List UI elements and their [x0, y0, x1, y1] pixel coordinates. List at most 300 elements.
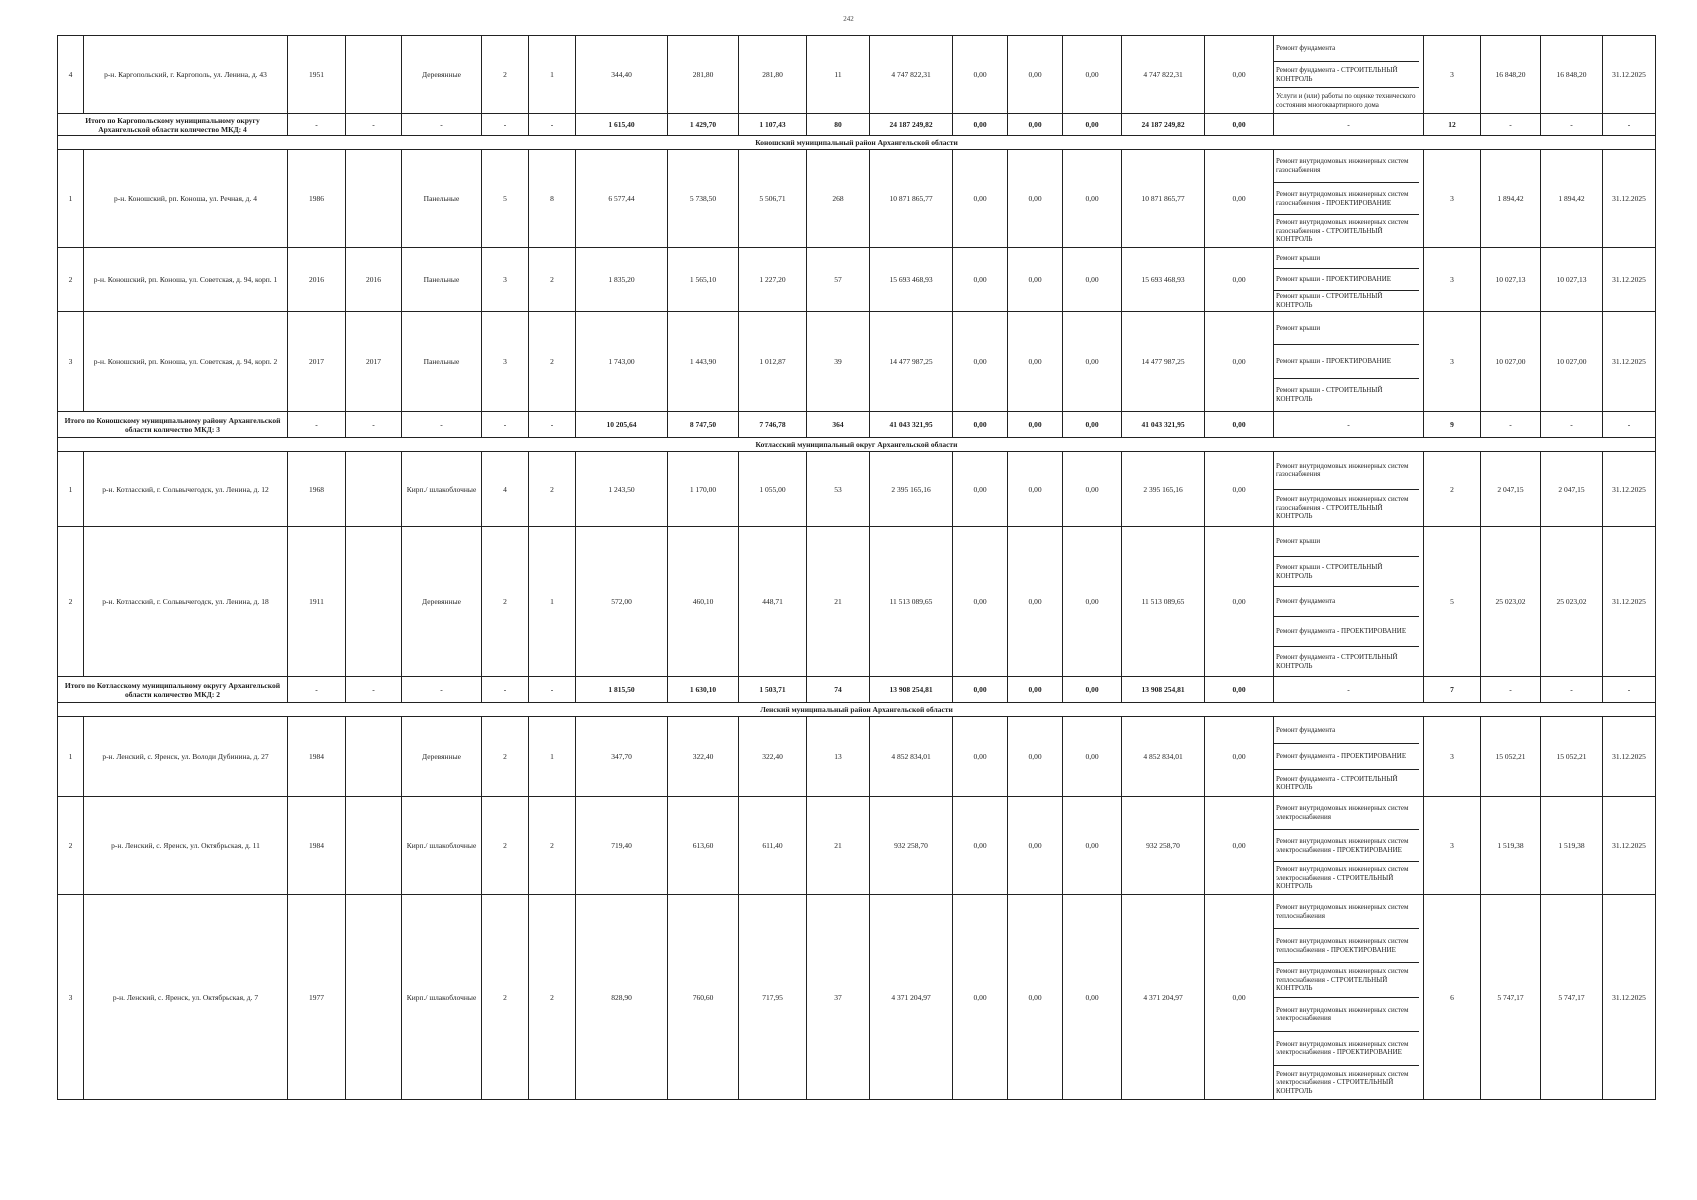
works-list [1274, 150, 1424, 248]
subtotal-label: Итого по Коношскому муниципальному району Архангельской области количество МКД: 3 [58, 412, 288, 438]
fund-regional: 0,00 [1008, 677, 1063, 703]
works-list [1274, 36, 1424, 114]
residential-area: 5 738,50 [668, 150, 739, 248]
owned-area: 5 506,71 [739, 150, 807, 248]
work-item: Ремонт внутридомовых инженерных систем электроснабжения [1274, 998, 1419, 1032]
total-area: 1 243,50 [576, 452, 668, 527]
works-list-box [1274, 527, 1423, 676]
dash-cell: - [1603, 412, 1656, 438]
fund-regional: 0,00 [1008, 797, 1063, 895]
fund-local: 0,00 [1063, 677, 1122, 703]
unit-cost: 16 848,20 [1481, 36, 1541, 114]
section-header-row [58, 438, 1656, 452]
works-count: 3 [1424, 36, 1481, 114]
last-repair-year [346, 452, 402, 527]
last-repair-year [346, 895, 402, 1100]
subtotal-row [58, 412, 1656, 438]
total-area: 1 743,00 [576, 312, 668, 412]
residential-area: 281,80 [668, 36, 739, 114]
total-area: 719,40 [576, 797, 668, 895]
residential-area: 8 747,50 [668, 412, 739, 438]
owned-area: 1 503,71 [739, 677, 807, 703]
dash-cell: - [1541, 114, 1603, 136]
house-row [58, 527, 1656, 677]
dash-cell: - [288, 677, 346, 703]
works-count: 3 [1424, 150, 1481, 248]
commission-year: 1984 [288, 797, 346, 895]
unit-cost: 1 894,42 [1481, 150, 1541, 248]
house-row [58, 150, 1656, 248]
completion-date: 31.12.2025 [1603, 797, 1656, 895]
residents-count: 21 [807, 527, 870, 677]
commission-year: 1984 [288, 717, 346, 797]
fund-local: 0,00 [1063, 248, 1122, 312]
work-item: Ремонт крыши [1274, 312, 1419, 345]
fund-regional: 0,00 [1008, 36, 1063, 114]
works-list-box [1274, 36, 1423, 113]
fund-owners: 15 693 468,93 [1122, 248, 1205, 312]
dash-cell: - [1274, 114, 1424, 136]
fund-owners: 4 852 834,01 [1122, 717, 1205, 797]
owned-area: 1 055,00 [739, 452, 807, 527]
fund-other: 0,00 [1205, 797, 1274, 895]
fund-federal: 0,00 [953, 677, 1008, 703]
owned-area: 1 012,87 [739, 312, 807, 412]
fund-local: 0,00 [1063, 412, 1122, 438]
fund-owners: 4 747 822,31 [1122, 36, 1205, 114]
dash-cell: - [1481, 412, 1541, 438]
fund-regional: 0,00 [1008, 412, 1063, 438]
fund-local: 0,00 [1063, 452, 1122, 527]
work-item: Услуги и (или) работы по оценке технического состояния многоквартирного дома [1276, 92, 1416, 109]
row-number: 2 [58, 248, 84, 312]
fund-federal: 0,00 [953, 797, 1008, 895]
dash-cell: - [346, 114, 402, 136]
residential-area: 1 429,70 [668, 114, 739, 136]
wall-material: Деревянные [402, 527, 482, 677]
residents-count: 53 [807, 452, 870, 527]
residents-count: 21 [807, 797, 870, 895]
work-item: Ремонт фундамента - СТРОИТЕЛЬНЫЙ КОНТРОЛЬ [1274, 62, 1419, 88]
work-item: Ремонт внутридомовых инженерных систем газоснабжения - ПРОЕКТИРОВАНИЕ [1274, 183, 1419, 216]
house-address: р-н. Ленский, с. Яренск, ул. Володи Дубинина, д. 27 [84, 717, 288, 797]
owned-area: 281,80 [739, 36, 807, 114]
entrances-count: 8 [529, 150, 576, 248]
work-item: Ремонт внутридомовых инженерных систем теплоснабжения - СТРОИТЕЛЬНЫЙ КОНТРОЛЬ [1274, 963, 1419, 997]
total-area: 1 615,40 [576, 114, 668, 136]
wall-material: Панельные [402, 150, 482, 248]
entrances-count: 2 [529, 895, 576, 1100]
residential-area: 322,40 [668, 717, 739, 797]
repair-cost-total: 4 371 204,97 [870, 895, 953, 1100]
row-number: 2 [58, 527, 84, 677]
works-count: 3 [1424, 248, 1481, 312]
last-repair-year [346, 36, 402, 114]
residents-count: 39 [807, 312, 870, 412]
house-address: р-н. Коношский, рп. Коноша, ул. Советская, д. 94, корп. 2 [84, 312, 288, 412]
works-count: 3 [1424, 312, 1481, 412]
owned-area: 1 107,43 [739, 114, 807, 136]
fund-federal: 0,00 [953, 36, 1008, 114]
dash-cell: - [1603, 677, 1656, 703]
work-item: Ремонт крыши [1274, 527, 1419, 557]
fund-other: 0,00 [1205, 412, 1274, 438]
entrances-count: 1 [529, 527, 576, 677]
subtotal-row [58, 677, 1656, 703]
repair-cost-total: 10 871 865,77 [870, 150, 953, 248]
fund-regional: 0,00 [1008, 150, 1063, 248]
work-item: Ремонт фундамента - ПРОЕКТИРОВАНИЕ [1274, 617, 1419, 647]
wall-material: Деревянные [402, 36, 482, 114]
unit-cost: 10 027,00 [1481, 312, 1541, 412]
residential-area: 760,60 [668, 895, 739, 1100]
house-row [58, 36, 1656, 114]
wall-material: Панельные [402, 248, 482, 312]
work-item: Ремонт крыши - СТРОИТЕЛЬНЫЙ КОНТРОЛЬ [1276, 386, 1383, 403]
row-number: 4 [58, 36, 84, 114]
residential-area: 1 170,00 [668, 452, 739, 527]
works-count: 3 [1424, 717, 1481, 797]
work-item: Ремонт крыши - СТРОИТЕЛЬНЫЙ КОНТРОЛЬ [1274, 557, 1419, 587]
residential-area: 613,60 [668, 797, 739, 895]
fund-federal: 0,00 [953, 895, 1008, 1100]
works-count: 12 [1424, 114, 1481, 136]
repair-cost-total: 41 043 321,95 [870, 412, 953, 438]
dash-cell: - [346, 412, 402, 438]
entrances-count: 2 [529, 452, 576, 527]
fund-local: 0,00 [1063, 527, 1122, 677]
entrances-count: 1 [529, 36, 576, 114]
fund-owners: 10 871 865,77 [1122, 150, 1205, 248]
floors-count: 4 [482, 452, 529, 527]
repair-cost-total: 932 258,70 [870, 797, 953, 895]
residents-count: 11 [807, 36, 870, 114]
work-item: Ремонт крыши [1274, 248, 1419, 269]
subtotal-row [58, 114, 1656, 136]
work-item: Ремонт фундамента - СТРОИТЕЛЬНЫЙ КОНТРОЛЬ [1276, 653, 1398, 670]
unit-cost: 5 747,17 [1481, 895, 1541, 1100]
register-document [57, 35, 1656, 1100]
work-item: Ремонт внутридомовых инженерных систем электроснабжения - СТРОИТЕЛЬНЫЙ КОНТРОЛЬ [1276, 865, 1409, 891]
fund-regional: 0,00 [1008, 717, 1063, 797]
house-address: р-н. Котласский, г. Сольвычегодск, ул. Ленина, д. 12 [84, 452, 288, 527]
last-repair-year: 2017 [346, 312, 402, 412]
unit-cost: 25 023,02 [1481, 527, 1541, 677]
work-item: Ремонт внутридомовых инженерных систем газоснабжения [1274, 150, 1419, 183]
residents-count: 364 [807, 412, 870, 438]
repair-cost-total: 14 477 987,25 [870, 312, 953, 412]
total-area: 344,40 [576, 36, 668, 114]
house-address: р-н. Ленский, с. Яренск, ул. Октябрьская, д. 7 [84, 895, 288, 1100]
unit-cost: 10 027,13 [1481, 248, 1541, 312]
max-unit-cost: 5 747,17 [1541, 895, 1603, 1100]
works-count: 3 [1424, 797, 1481, 895]
table-body [58, 36, 1656, 1100]
fund-federal: 0,00 [953, 248, 1008, 312]
dash-cell: - [402, 677, 482, 703]
row-number: 1 [58, 150, 84, 248]
residents-count: 37 [807, 895, 870, 1100]
work-item: Ремонт фундамента - СТРОИТЕЛЬНЫЙ КОНТРОЛЬ [1276, 774, 1398, 792]
completion-date: 31.12.2025 [1603, 717, 1656, 797]
works-list [1274, 527, 1424, 677]
dash-cell: - [1274, 412, 1424, 438]
total-area: 6 577,44 [576, 150, 668, 248]
wall-material: Кирп./ шлакоблочные [402, 797, 482, 895]
fund-federal: 0,00 [953, 150, 1008, 248]
commission-year: 2017 [288, 312, 346, 412]
house-row [58, 452, 1656, 527]
fund-regional: 0,00 [1008, 895, 1063, 1100]
fund-regional: 0,00 [1008, 527, 1063, 677]
house-row [58, 248, 1656, 312]
housing-repair-table [57, 35, 1656, 1100]
max-unit-cost: 10 027,00 [1541, 312, 1603, 412]
max-unit-cost: 15 052,21 [1541, 717, 1603, 797]
house-address: р-н. Коношский, рп. Коноша, ул. Советская, д. 94, корп. 1 [84, 248, 288, 312]
work-item: Ремонт фундамента [1274, 36, 1419, 62]
dash-cell: - [1481, 114, 1541, 136]
completion-date: 31.12.2025 [1603, 248, 1656, 312]
works-list [1274, 312, 1424, 412]
dash-cell: - [529, 677, 576, 703]
dash-cell: - [1541, 412, 1603, 438]
last-repair-year [346, 527, 402, 677]
work-item: Ремонт фундамента [1274, 717, 1419, 744]
work-item: Ремонт внутридомовых инженерных систем теплоснабжения - ПРОЕКТИРОВАНИЕ [1274, 929, 1419, 963]
owned-area: 448,71 [739, 527, 807, 677]
dash-cell: - [529, 114, 576, 136]
house-address: р-н. Каргопольский, г. Каргополь, ул. Ленина, д. 43 [84, 36, 288, 114]
works-count: 6 [1424, 895, 1481, 1100]
work-item: Ремонт фундамента - ПРОЕКТИРОВАНИЕ [1274, 744, 1419, 771]
house-row [58, 717, 1656, 797]
max-unit-cost: 1 894,42 [1541, 150, 1603, 248]
page-number: 242 [843, 15, 854, 23]
repair-cost-total: 24 187 249,82 [870, 114, 953, 136]
fund-other: 0,00 [1205, 527, 1274, 677]
completion-date: 31.12.2025 [1603, 36, 1656, 114]
fund-owners: 11 513 089,65 [1122, 527, 1205, 677]
residents-count: 268 [807, 150, 870, 248]
floors-count: 2 [482, 895, 529, 1100]
floors-count: 2 [482, 36, 529, 114]
dash-cell: - [288, 412, 346, 438]
fund-federal: 0,00 [953, 412, 1008, 438]
fund-owners: 2 395 165,16 [1122, 452, 1205, 527]
owned-area: 7 746,78 [739, 412, 807, 438]
wall-material: Панельные [402, 312, 482, 412]
fund-federal: 0,00 [953, 312, 1008, 412]
completion-date: 31.12.2025 [1603, 150, 1656, 248]
total-area: 1 835,20 [576, 248, 668, 312]
section-header-row [58, 136, 1656, 150]
last-repair-year: 2016 [346, 248, 402, 312]
fund-local: 0,00 [1063, 36, 1122, 114]
works-count: 7 [1424, 677, 1481, 703]
repair-cost-total: 2 395 165,16 [870, 452, 953, 527]
dash-cell: - [482, 677, 529, 703]
fund-regional: 0,00 [1008, 114, 1063, 136]
last-repair-year [346, 797, 402, 895]
row-number: 2 [58, 797, 84, 895]
work-item: Ремонт фундамента [1274, 587, 1419, 617]
house-address: р-н. Котласский, г. Сольвычегодск, ул. Ленина, д. 18 [84, 527, 288, 677]
dash-cell: - [402, 412, 482, 438]
repair-cost-total: 15 693 468,93 [870, 248, 953, 312]
fund-local: 0,00 [1063, 114, 1122, 136]
wall-material: Деревянные [402, 717, 482, 797]
dash-cell: - [529, 412, 576, 438]
fund-other: 0,00 [1205, 895, 1274, 1100]
works-list-box [1274, 248, 1423, 311]
fund-other: 0,00 [1205, 717, 1274, 797]
dash-cell: - [1274, 677, 1424, 703]
subtotal-label: Итого по Каргопольскому муниципальному округу Архангельской области количество МКД: 4 [58, 114, 288, 136]
work-item: Ремонт внутридомовых инженерных систем электроснабжения - ПРОЕКТИРОВАНИЕ [1274, 1032, 1419, 1066]
fund-owners: 932 258,70 [1122, 797, 1205, 895]
floors-count: 3 [482, 248, 529, 312]
fund-other: 0,00 [1205, 248, 1274, 312]
house-address: р-н. Ленский, с. Яренск, ул. Октябрьская, д. 11 [84, 797, 288, 895]
commission-year: 2016 [288, 248, 346, 312]
dash-cell: - [288, 114, 346, 136]
fund-federal: 0,00 [953, 452, 1008, 527]
fund-owners: 4 371 204,97 [1122, 895, 1205, 1100]
wall-material: Кирп./ шлакоблочные [402, 895, 482, 1100]
works-count: 5 [1424, 527, 1481, 677]
fund-local: 0,00 [1063, 717, 1122, 797]
repair-cost-total: 13 908 254,81 [870, 677, 953, 703]
completion-date: 31.12.2025 [1603, 527, 1656, 677]
entrances-count: 2 [529, 797, 576, 895]
total-area: 10 205,64 [576, 412, 668, 438]
completion-date: 31.12.2025 [1603, 312, 1656, 412]
section-title: Котласский муниципальный округ Архангельской области [58, 438, 1656, 452]
commission-year: 1977 [288, 895, 346, 1100]
owned-area: 1 227,20 [739, 248, 807, 312]
fund-owners: 24 187 249,82 [1122, 114, 1205, 136]
max-unit-cost: 2 047,15 [1541, 452, 1603, 527]
section-title: Коношский муниципальный район Архангельской области [58, 136, 1656, 150]
repair-cost-total: 4 852 834,01 [870, 717, 953, 797]
unit-cost: 2 047,15 [1481, 452, 1541, 527]
residential-area: 460,10 [668, 527, 739, 677]
max-unit-cost: 10 027,13 [1541, 248, 1603, 312]
section-header-row [58, 703, 1656, 717]
floors-count: 2 [482, 797, 529, 895]
row-number: 3 [58, 312, 84, 412]
work-item: Ремонт внутридомовых инженерных систем электроснабжения - СТРОИТЕЛЬНЫЙ КОНТРОЛЬ [1276, 1069, 1409, 1095]
fund-regional: 0,00 [1008, 312, 1063, 412]
house-row [58, 895, 1656, 1100]
dash-cell: - [482, 412, 529, 438]
dash-cell: - [346, 677, 402, 703]
fund-local: 0,00 [1063, 797, 1122, 895]
dash-cell: - [402, 114, 482, 136]
floors-count: 2 [482, 717, 529, 797]
house-row [58, 797, 1656, 895]
total-area: 347,70 [576, 717, 668, 797]
works-list-box [1274, 717, 1423, 796]
commission-year: 1986 [288, 150, 346, 248]
max-unit-cost: 25 023,02 [1541, 527, 1603, 677]
works-list-box [1274, 895, 1423, 1099]
entrances-count: 2 [529, 312, 576, 412]
fund-other: 0,00 [1205, 677, 1274, 703]
fund-local: 0,00 [1063, 312, 1122, 412]
work-item: Ремонт крыши - СТРОИТЕЛЬНЫЙ КОНТРОЛЬ [1276, 292, 1383, 309]
dash-cell: - [482, 114, 529, 136]
works-list [1274, 717, 1424, 797]
floors-count: 3 [482, 312, 529, 412]
total-area: 828,90 [576, 895, 668, 1100]
fund-local: 0,00 [1063, 895, 1122, 1100]
house-row [58, 312, 1656, 412]
fund-federal: 0,00 [953, 717, 1008, 797]
dash-cell: - [1541, 677, 1603, 703]
fund-federal: 0,00 [953, 527, 1008, 677]
residential-area: 1 443,90 [668, 312, 739, 412]
work-item: Ремонт внутридомовых инженерных систем газоснабжения - СТРОИТЕЛЬНЫЙ КОНТРОЛЬ [1276, 495, 1409, 520]
unit-cost: 1 519,38 [1481, 797, 1541, 895]
work-item: Ремонт внутридомовых инженерных систем электроснабжения - ПРОЕКТИРОВАНИЕ [1274, 830, 1419, 863]
total-area: 1 815,50 [576, 677, 668, 703]
owned-area: 717,95 [739, 895, 807, 1100]
house-address: р-н. Коношский, рп. Коноша, ул. Речная, д. 4 [84, 150, 288, 248]
owned-area: 322,40 [739, 717, 807, 797]
row-number: 3 [58, 895, 84, 1100]
dash-cell: - [1603, 114, 1656, 136]
completion-date: 31.12.2025 [1603, 452, 1656, 527]
floors-count: 5 [482, 150, 529, 248]
commission-year: 1951 [288, 36, 346, 114]
works-list [1274, 797, 1424, 895]
works-count: 2 [1424, 452, 1481, 527]
fund-other: 0,00 [1205, 114, 1274, 136]
residents-count: 80 [807, 114, 870, 136]
fund-local: 0,00 [1063, 150, 1122, 248]
fund-regional: 0,00 [1008, 248, 1063, 312]
works-list-box [1274, 150, 1423, 247]
residential-area: 1 630,10 [668, 677, 739, 703]
works-list-box [1274, 452, 1423, 526]
residents-count: 57 [807, 248, 870, 312]
max-unit-cost: 1 519,38 [1541, 797, 1603, 895]
wall-material: Кирп./ шлакоблочные [402, 452, 482, 527]
works-list-box [1274, 797, 1423, 894]
fund-owners: 13 908 254,81 [1122, 677, 1205, 703]
work-item: Ремонт внутридомовых инженерных систем газоснабжения - СТРОИТЕЛЬНЫЙ КОНТРОЛЬ [1276, 218, 1409, 244]
works-list [1274, 895, 1424, 1100]
total-area: 572,00 [576, 527, 668, 677]
works-list [1274, 248, 1424, 312]
residential-area: 1 565,10 [668, 248, 739, 312]
repair-cost-total: 4 747 822,31 [870, 36, 953, 114]
fund-federal: 0,00 [953, 114, 1008, 136]
work-item: Ремонт внутридомовых инженерных систем электроснабжения [1274, 797, 1419, 830]
dash-cell: - [1481, 677, 1541, 703]
repair-cost-total: 11 513 089,65 [870, 527, 953, 677]
work-item: Ремонт внутридомовых инженерных систем теплоснабжения [1274, 895, 1419, 929]
entrances-count: 1 [529, 717, 576, 797]
fund-other: 0,00 [1205, 312, 1274, 412]
max-unit-cost: 16 848,20 [1541, 36, 1603, 114]
subtotal-label: Итого по Котласскому муниципальному округу Архангельской области количество МКД: 2 [58, 677, 288, 703]
row-number: 1 [58, 452, 84, 527]
work-item: Ремонт крыши - ПРОЕКТИРОВАНИЕ [1274, 345, 1419, 378]
floors-count: 2 [482, 527, 529, 677]
